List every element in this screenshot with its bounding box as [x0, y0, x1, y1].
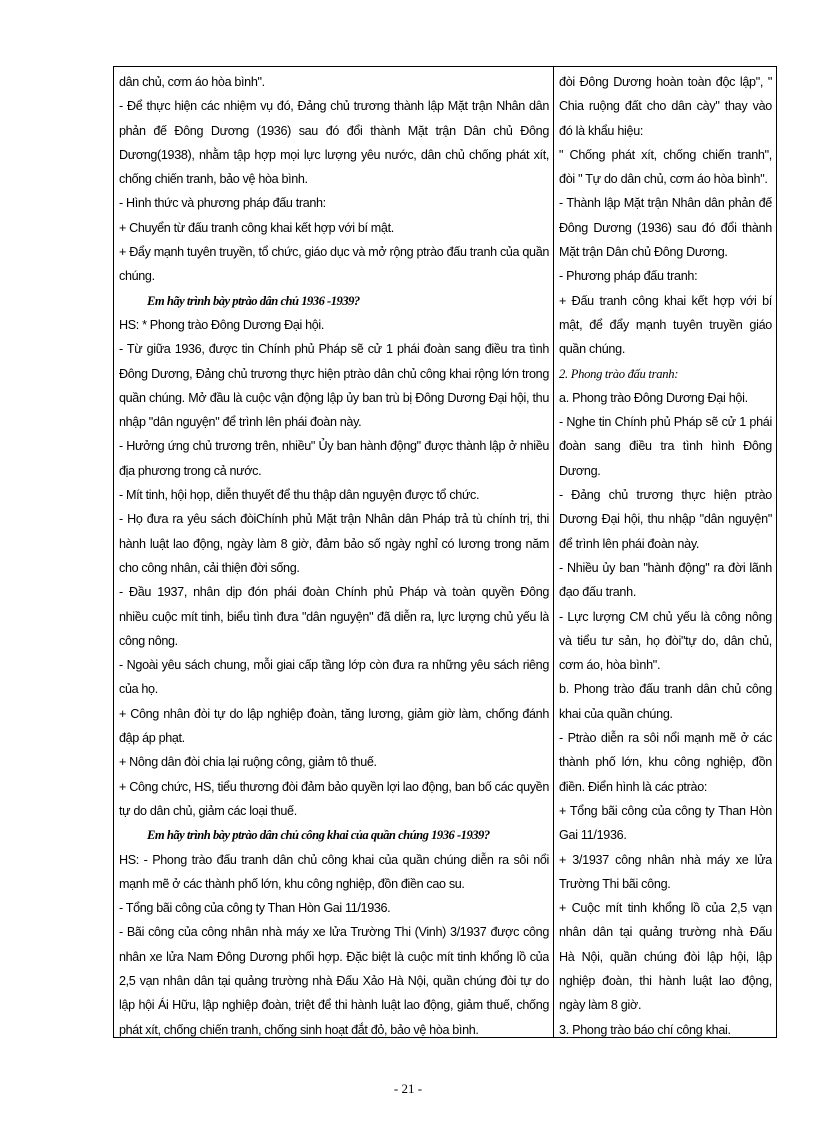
- right-line: - Ptrào diễn ra sôi nổi mạnh mẽ ở các: [559, 731, 772, 746]
- right-line: Chia ruộng đất cho dân cày" thay vào: [559, 99, 772, 114]
- right-line: đòi Đông Dương hoàn toàn độc lập", ": [559, 75, 772, 89]
- left-line: đập áp phạt.: [119, 731, 185, 746]
- right-line: Mặt trận Dân chủ Đông Dương.: [559, 245, 728, 260]
- right-line: 3. Phong trào báo chí công khai.: [559, 1022, 731, 1037]
- right-line: - Nhiều ủy ban "hành động" ra đời lãnh: [559, 560, 772, 575]
- left-line: - Từ giữa 1936, được tin Chính phủ Pháp sẽ cử 1 phái đoàn sang điều tra tình: [119, 342, 549, 357]
- left-line: tự do dân chủ, giảm các loại thuế.: [119, 803, 297, 818]
- left-line: của họ.: [119, 682, 158, 697]
- right-line: mật, để đẩy mạnh tuyên truyền giáo: [559, 317, 772, 332]
- left-line: HS: * Phong trào Đông Dương Đại hội.: [119, 317, 325, 332]
- left-line: phát xít, chống chiến tranh, chống sinh hoạt đắt đỏ, bảo vệ hòa bình.: [119, 1022, 479, 1037]
- left-line: quần chúng. Mở đầu là cuộc vận động lập ủy ban trù bị Đông Dương Đại hội, thu: [119, 390, 549, 405]
- left-line: 2,5 vạn nhân dân tại quảng trường nhà Đấu Xảo Hà Nội, quần chúng đòi tự do: [119, 973, 549, 988]
- left-line: - Hưởng ứng chủ trương trên, nhiều" Ủy ban hành động" được thành lập ở nhiều: [119, 439, 549, 454]
- left-line: cho công nhân, cải thiện đời sống.: [119, 560, 300, 575]
- left-line: nhân xe lửa Nam Đông Dương phối hợp. Đặc biệt là cuộc mít tinh khổng lồ của: [119, 949, 549, 964]
- right-line: - Lực lượng CM chủ yếu là công nông: [559, 609, 772, 624]
- section-heading: 2. Phong trào đấu tranh:: [559, 366, 679, 381]
- right-line: Trường Thi bãi công.: [559, 876, 671, 891]
- left-line: + Nông dân đòi chia lại ruộng công, giảm tô thuế.: [119, 755, 377, 770]
- right-line: + Cuộc mít tinh khổng lồ của 2,5 vạn: [559, 901, 772, 916]
- two-column-table: [113, 66, 777, 1038]
- left-line: chống chiến tranh, bảo vệ hòa bình.: [119, 172, 308, 187]
- left-line: - Hình thức và phương pháp đấu tranh:: [119, 196, 326, 211]
- left-line: + Đẩy mạnh tuyên truyền, tổ chức, giáo dục và mở rộng ptrào đấu tranh của quần: [119, 245, 549, 260]
- right-line: " Chống phát xít, chống chiến tranh",: [559, 147, 772, 162]
- left-line: - Để thực hiện các nhiệm vụ đó, Đảng chủ trương thành lập Mặt trận Nhân dân: [119, 99, 549, 114]
- left-line: dân chủ, cơm áo hòa bình".: [119, 75, 265, 89]
- left-line: - Họ đưa ra yêu sách đòiChính phủ Mặt trận Nhân dân Pháp trả tù chính trị, thi: [119, 512, 549, 527]
- left-line: - Bãi công của công nhân nhà máy xe lửa Trường Thi (Vinh) 3/1937 được công: [119, 925, 549, 940]
- left-line: + Công nhân đòi tự do lập nghiệp đoàn, tăng lương, giảm giờ làm, chống đánh: [119, 706, 549, 721]
- right-line: a. Phong trào Đông Dương Đại hội.: [559, 390, 748, 405]
- right-line: thành phố lớn, khu công nghiệp, đồn: [559, 755, 772, 770]
- right-line: - Thành lập Mặt trận Nhân dân phản đế: [559, 196, 772, 211]
- page-number: - 21 -: [393, 1081, 423, 1096]
- right-line: khai của quần chúng.: [559, 706, 673, 721]
- left-line: công nông.: [119, 633, 178, 648]
- left-line: nhiều cuộc mít tinh, biểu tình đưa "dân nguyện" đã diễn ra, lực lượng chủ yếu là: [119, 609, 549, 624]
- right-line: nhân dân tại quảng trường nhà Đấu: [559, 925, 772, 940]
- left-line: hành luật lao động, ngày làm 8 giờ, đảm bảo số ngày nghỉ có lương trong năm: [119, 536, 549, 551]
- right-line: b. Phong trào đấu tranh dân chủ công: [559, 682, 772, 697]
- right-line: đoàn sang điều tra tình hình Đông: [559, 439, 772, 454]
- right-line: - Nghe tin Chính phủ Pháp sẽ cử 1 phái: [559, 415, 772, 430]
- right-line: Hà Nội, quần chúng đòi lập hội, lập: [559, 949, 772, 964]
- left-line: địa phương trong cả nước.: [119, 463, 262, 478]
- left-line: + Công chức, HS, tiểu thương đòi đảm bảo quyền lợi lao động, ban bố các quyền: [119, 779, 549, 794]
- right-line: đạo đấu tranh.: [559, 585, 637, 600]
- right-line: để trình lên phái đoàn này.: [559, 536, 700, 551]
- right-line: - Đảng chủ trương thực hiện ptrào: [559, 488, 772, 503]
- right-line: và tiểu tư sản, họ đòi"tự do, dân chủ,: [559, 633, 772, 648]
- right-line: - Phương pháp đấu tranh:: [559, 269, 698, 284]
- left-line: Dương(1938), nhằm tập hợp mọi lực lượng yêu nước, dân chủ chống phát xít,: [119, 147, 549, 162]
- left-line: chúng.: [119, 269, 155, 284]
- right-line: đòi " Tự do dân chủ, cơm áo hòa bình".: [559, 172, 768, 187]
- left-column: [114, 67, 554, 1037]
- right-column: [554, 67, 776, 1037]
- right-line: + Đấu tranh công khai kết hợp với bí: [559, 293, 772, 308]
- left-line: - Ngoài yêu sách chung, mỗi giai cấp tầng lớp còn đưa ra những yêu sách riêng: [119, 658, 549, 673]
- left-line: Đông Dương, Đảng chủ trương thực hiện ptrào dân chủ công khai rộng lớn trong: [119, 366, 549, 381]
- right-line: Đông Dương (1936) sau đó đổi thành: [559, 220, 772, 235]
- left-line: nhập "dân nguyện" để trình lên phái đoàn này.: [119, 415, 362, 430]
- left-line: mạnh mẽ ở các thành phố lớn, khu công nghiệp, đồn điền cao su.: [119, 876, 465, 891]
- left-line: + Chuyển từ đấu tranh công khai kết hợp với bí mật.: [119, 220, 394, 235]
- left-line: - Mít tinh, hội họp, diễn thuyết để thu thập dân nguyện được tổ chức.: [119, 488, 480, 503]
- right-line: cơm áo, hòa bình".: [559, 658, 661, 673]
- right-line: + 3/1937 công nhân nhà máy xe lửa: [559, 852, 772, 867]
- right-line: Dương Đại hội, thu nhập "dân nguyện": [559, 512, 772, 527]
- left-line: HS: - Phong trào đấu tranh dân chủ công khai của quần chúng diễn ra sôi nổi: [119, 852, 549, 867]
- right-line: Dương.: [559, 463, 601, 478]
- right-line: ngày làm 8 giờ.: [559, 998, 642, 1013]
- left-line: - Tổng bãi công của công ty Than Hòn Gai 11/1936.: [119, 901, 391, 916]
- left-line: lập hội Ái Hữu, lập nghiệp đoàn, triệt để thi hành luật lao động, giảm thuế, chống: [119, 998, 549, 1013]
- question-heading: Em hãy trình bày ptrào dân chủ 1936 -1939?: [147, 293, 360, 308]
- question-heading: Em hãy trình bày ptrào dân chủ công khai của quần chúng 1936 -1939?: [147, 828, 490, 843]
- right-line: đó là khẩu hiệu:: [559, 123, 644, 138]
- right-line: + Tổng bãi công của công ty Than Hòn: [559, 803, 772, 818]
- right-line: Gai 11/1936.: [559, 828, 627, 843]
- right-line: nghiệp đoàn, thi hành luật lao động,: [559, 973, 772, 988]
- left-line: phản đế Đông Dương (1936) sau đó đổi thành Mặt trận Dân chủ Đông: [119, 123, 549, 138]
- right-line: điền. Điển hình là các ptrào:: [559, 779, 708, 794]
- right-line: quần chúng.: [559, 342, 626, 357]
- left-line: - Đầu 1937, nhân dịp đón phái đoàn Chính phủ Pháp và toàn quyền Đông: [119, 585, 549, 600]
